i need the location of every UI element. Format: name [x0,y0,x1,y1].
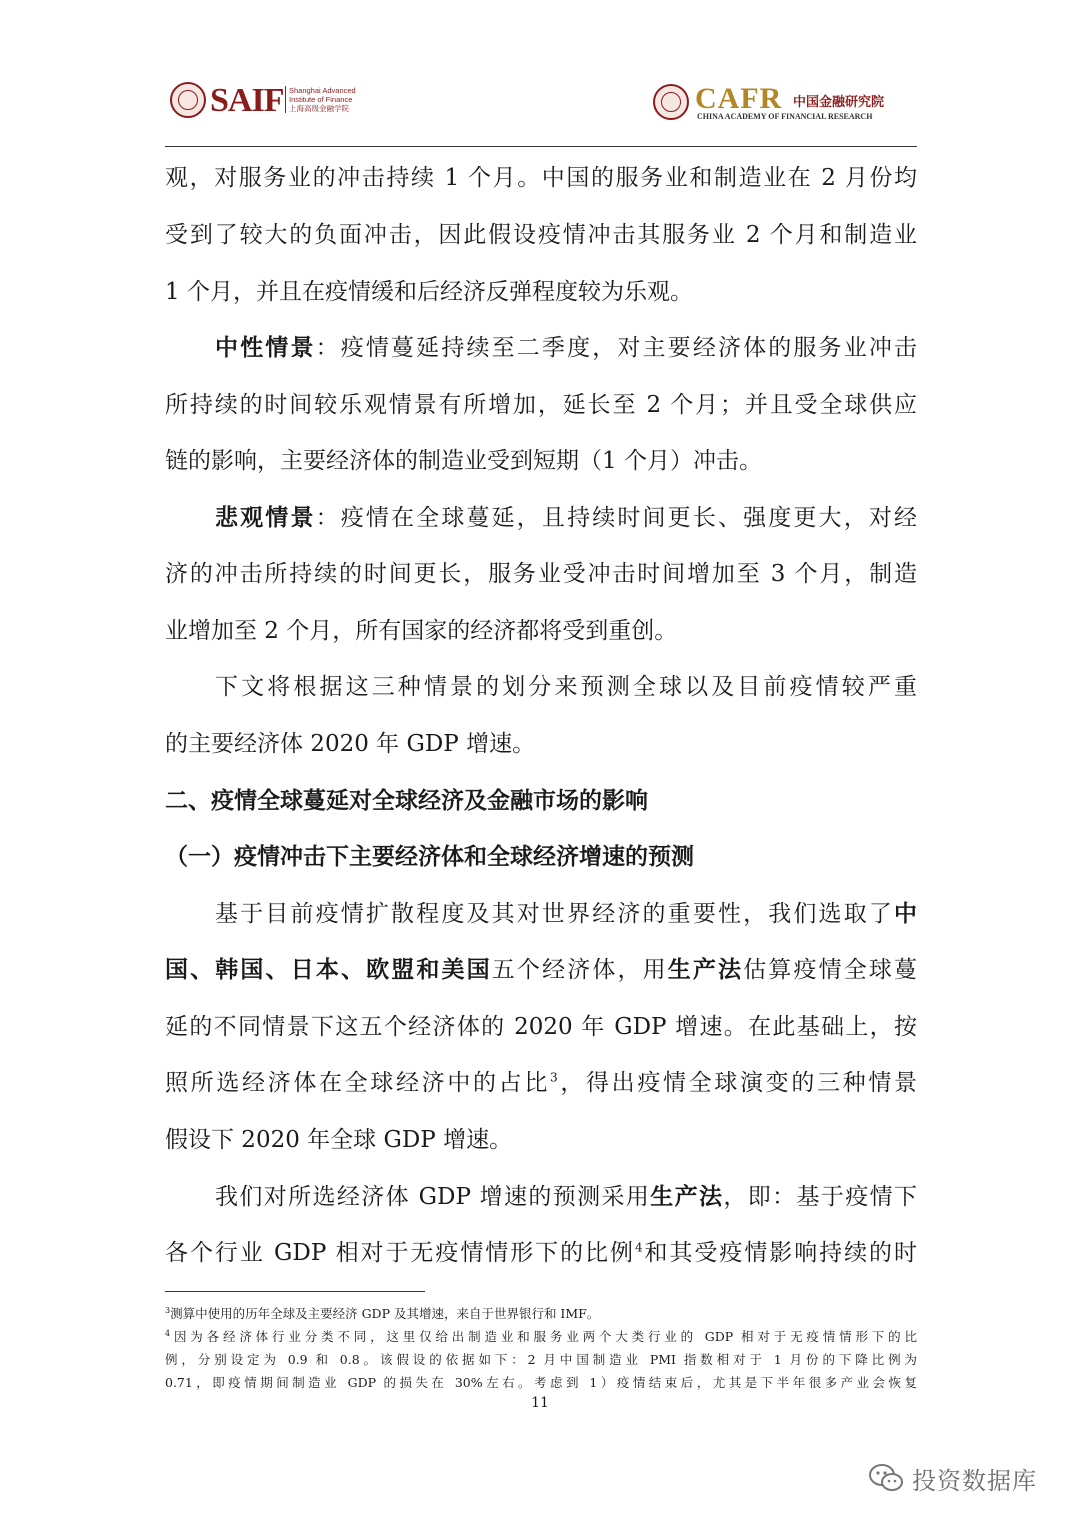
paragraph-line: 照所选经济体在全球经济中的占比$^3$，得出疫情全球演变的三种情景 [165,1070,918,1096]
paragraph-line: 悲观情景：疫情在全球蔓延，且持续时间更长、强度更大，对经 [215,504,918,531]
paragraph-line: 的主要经济体 2020 年 GDP 增速。 [165,731,536,757]
neutral-scenario-label: 中性情景 [215,334,316,361]
paragraph-line: 1 个月，并且在疫情缓和后经济反弹程度较为乐观。 [165,279,693,305]
paragraph-line: 各个行业 GDP 相对于无疫情情形下的比例$^4$和其受疫情影响持续的时 [165,1240,918,1266]
paragraph-line: 国、韩国、日本、欧盟和美国五个经济体，用生产法估算疫情全球蔓 [165,956,918,983]
footnote-4: $^4$因为各经济体行业分类不同，这里仅给出制造业和服务业两个大类行业的 GDP 相对于无疫情情形下的比 [165,1328,917,1344]
cafr-logo-chinese: 中国金融研究院 [793,95,885,110]
paragraph-line: 链的影响，主要经济体的制造业受到短期（1 个月）冲击。 [165,448,762,474]
paragraph-line: 延的不同情景下这五个经济体的 2020 年 GDP 增速。在此基础上，按 [165,1014,917,1040]
paragraph-line: 所持续的时间较乐观情景有所增加，延长至 2 个月；并且受全球供应 [165,392,917,418]
section-heading: 二、疫情全球蔓延对全球经济及金融市场的影响 [165,788,648,814]
footnote-divider [165,1291,425,1292]
paragraph-line: 基于目前疫情扩散程度及其对世界经济的重要性，我们选取了中 [215,900,917,927]
paragraph-line: 下文将根据这三种情景的划分来预测全球以及目前疫情较严重 [215,674,917,700]
paragraph-line: 我们对所选经济体 GDP 增速的预测采用生产法，即：基于疫情下 [215,1183,918,1210]
footnote-ref[interactable]: 3 [550,1070,558,1085]
cafr-logo-word: CAFR [695,82,783,115]
paragraph-line: 济的冲击所持续的时间更长，服务业受冲击时间增加至 3 个月，制造 [165,561,917,587]
page-number: 11 [531,1395,549,1411]
watermark [868,1458,1037,1498]
header-divider [165,146,917,147]
paragraph-line: 业增加至 2 个月，所有国家的经济都将受到重创。 [165,618,678,644]
footnote-3: $^3$测算中使用的历年全球及主要经济 GDP 及其增速，来自于世界银行和 IMF。 [165,1305,600,1321]
paragraph-line: 受到了较大的负面冲击，因此假设疫情冲击其服务业 2 个月和制造业 [165,222,917,248]
paragraph-line: 中性情景：疫情蔓延持续至二季度，对主要经济体的服务业冲击 [215,334,918,361]
cafr-logo-english: CHINA ACADEMY OF FINANCIAL RESEARCH [697,112,873,121]
footnote-4-line: 例，分别设定为 0.9 和 0.8。该假设的依据如下：2 月中国制造业 PMI 指数相对于 1 月份的下降比例为 [165,1352,917,1367]
saif-seal-icon [170,82,206,118]
subsection-heading: （一）疫情冲击下主要经济体和全球经济增速的预测 [165,844,694,870]
pessimistic-scenario-label: 悲观情景 [215,504,316,531]
paragraph-line: 观，对服务业的冲击持续 1 个月。中国的服务业和制造业在 2 月份均 [165,165,917,191]
paragraph-line: 假设下 2020 年全球 GDP 增速。 [165,1127,513,1153]
footnote-4-line: 0.71，即疫情期间制造业 GDP 的损失在 30%左右。考虑到 1）疫情结束后，尤其是下半年很多产业会恢复 [165,1375,917,1390]
wechat-icon [868,1463,904,1493]
saif-logo-word: SAIF [210,82,284,119]
cafr-seal-icon [653,84,689,120]
saif-logo-subtitle: Shanghai Advanced Institute of Finance 上海高级金融学院 [285,86,356,113]
footnote-ref[interactable]: 4 [634,1240,643,1255]
watermark-text: 投资数据库 [912,1466,1037,1495]
